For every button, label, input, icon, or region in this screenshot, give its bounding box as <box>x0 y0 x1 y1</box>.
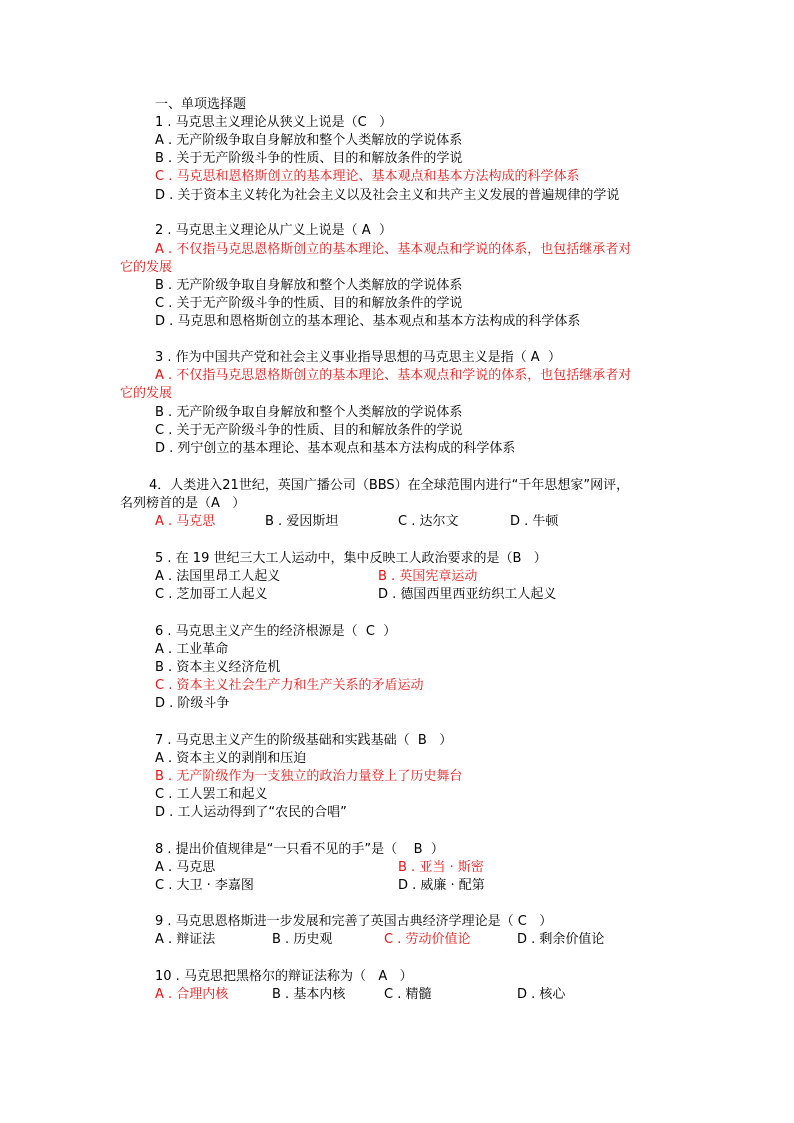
question-9-option-c-answer: C . 劳动价值论 <box>384 932 471 947</box>
question-6-option-a: A . 工业革命 <box>155 642 229 657</box>
question-2-option-d: D . 马克思和恩格斯创立的基本理论、基本观点和基本方法构成的科学体系 <box>155 314 581 329</box>
question-9-option-a: A . 辩证法 <box>155 932 216 947</box>
question-1-option-a: A . 无产阶级争取自身解放和整个人类解放的学说体系 <box>155 133 463 148</box>
question-5-stem: 5 . 在 19 世纪三大工人运动中，集中反映工人政治要求的是（B ） <box>155 551 547 566</box>
question-6-option-b: B . 资本主义经济危机 <box>155 660 281 675</box>
question-4-option-d: D . 牛顿 <box>510 514 559 529</box>
question-4-stem-continued: 名列榜首的是（A ） <box>120 496 246 511</box>
question-6-option-c-answer: C . 资本主义社会生产力和生产关系的矛盾运动 <box>155 678 424 693</box>
section-title: 一、单项选择题 <box>155 97 247 112</box>
question-3-option-a-continued: 它的发展 <box>120 386 173 401</box>
question-4-stem: 4．人类进入21世纪，英国广播公司（BBS）在全球范围内进行“千年思想家”网评， <box>149 478 630 493</box>
question-1-stem: 1 . 马克思主义理论从狭义上说是（C ） <box>155 115 393 130</box>
question-2-option-a-answer: A . 不仅指马克思恩格斯创立的基本理论、基本观点和学说的体系，也包括继承者对 <box>155 242 632 257</box>
question-10-option-c: C . 精髓 <box>384 987 432 1002</box>
question-6-stem: 6 . 马克思主义产生的经济根源是（ C ） <box>155 624 397 639</box>
question-9-stem: 9 . 马克思恩格斯进一步发展和完善了英国古典经济学理论是（ C ） <box>155 914 553 929</box>
question-8-option-b-answer: B . 亚当 · 斯密 <box>398 860 484 875</box>
question-8-option-a: A . 马克思 <box>155 860 216 875</box>
question-9-option-d: D . 剩余价值论 <box>517 932 605 947</box>
question-4-option-c: C . 达尔文 <box>398 514 459 529</box>
question-7-option-b-answer: B . 无产阶级作为一支独立的政治力量登上了历史舞台 <box>155 769 463 784</box>
question-8-option-c: C . 大卫 · 李嘉图 <box>155 878 254 893</box>
question-3-option-d: D . 列宁创立的基本理论、基本观点和基本方法构成的科学体系 <box>155 441 516 456</box>
question-3-option-c: C . 关于无产阶级斗争的性质、目的和解放条件的学说 <box>155 423 463 438</box>
question-10-stem: 10 . 马克思把黑格尔的辩证法称为（ A ） <box>155 969 413 984</box>
question-3-option-a-answer: A . 不仅指马克思恩格斯创立的基本理论、基本观点和学说的体系，也包括继承者对 <box>155 368 632 383</box>
question-2-stem: 2 . 马克思主义理论从广义上说是（ A ） <box>155 223 392 238</box>
question-7-option-c: C . 工人罢工和起义 <box>155 787 268 802</box>
question-9-option-b: B . 历史观 <box>272 932 333 947</box>
question-1-option-c-answer: C . 马克思和恩格斯创立的基本理论、基本观点和基本方法构成的科学体系 <box>155 169 580 184</box>
question-5-option-d: D . 德国西里西亚纺织工人起义 <box>378 587 557 602</box>
question-7-option-d: D . 工人运动得到了“农民的合唱” <box>155 805 347 820</box>
question-1-option-d: D . 关于资本主义转化为社会主义以及社会主义和共产主义发展的普遍规律的学说 <box>155 188 620 203</box>
question-3-option-b: B . 无产阶级争取自身解放和整个人类解放的学说体系 <box>155 405 463 420</box>
question-7-option-a: A . 资本主义的剥削和压迫 <box>155 751 307 766</box>
question-4-option-a-answer: A . 马克思 <box>155 514 216 529</box>
question-7-stem: 7 . 马克思主义产生的阶级基础和实践基础（ B ） <box>155 733 453 748</box>
question-2-option-a-continued: 它的发展 <box>120 260 173 275</box>
question-2-option-c: C . 关于无产阶级斗争的性质、目的和解放条件的学说 <box>155 296 463 311</box>
question-8-stem: 8 . 提出价值规律是“一只看不见的手”是（ B ） <box>155 842 444 857</box>
question-6-option-d: D . 阶级斗争 <box>155 696 230 711</box>
question-4-option-b: B . 爱因斯坦 <box>265 514 339 529</box>
question-5-option-c: C . 芝加哥工人起义 <box>155 587 268 602</box>
question-5-option-a: A . 法国里昂工人起义 <box>155 569 281 584</box>
question-2-option-b: B . 无产阶级争取自身解放和整个人类解放的学说体系 <box>155 278 463 293</box>
question-1-option-b: B . 关于无产阶级斗争的性质、目的和解放条件的学说 <box>155 151 463 166</box>
question-10-option-d: D . 核心 <box>517 987 566 1002</box>
question-3-stem: 3 . 作为中国共产党和社会主义事业指导思想的马克思主义是指（ A ） <box>155 350 561 365</box>
question-10-option-a-answer: A . 合理内核 <box>155 987 229 1002</box>
question-8-option-d: D . 威廉 · 配第 <box>398 878 485 893</box>
question-10-option-b: B . 基本内核 <box>272 987 346 1002</box>
question-5-option-b-answer: B . 英国宪章运动 <box>378 569 478 584</box>
